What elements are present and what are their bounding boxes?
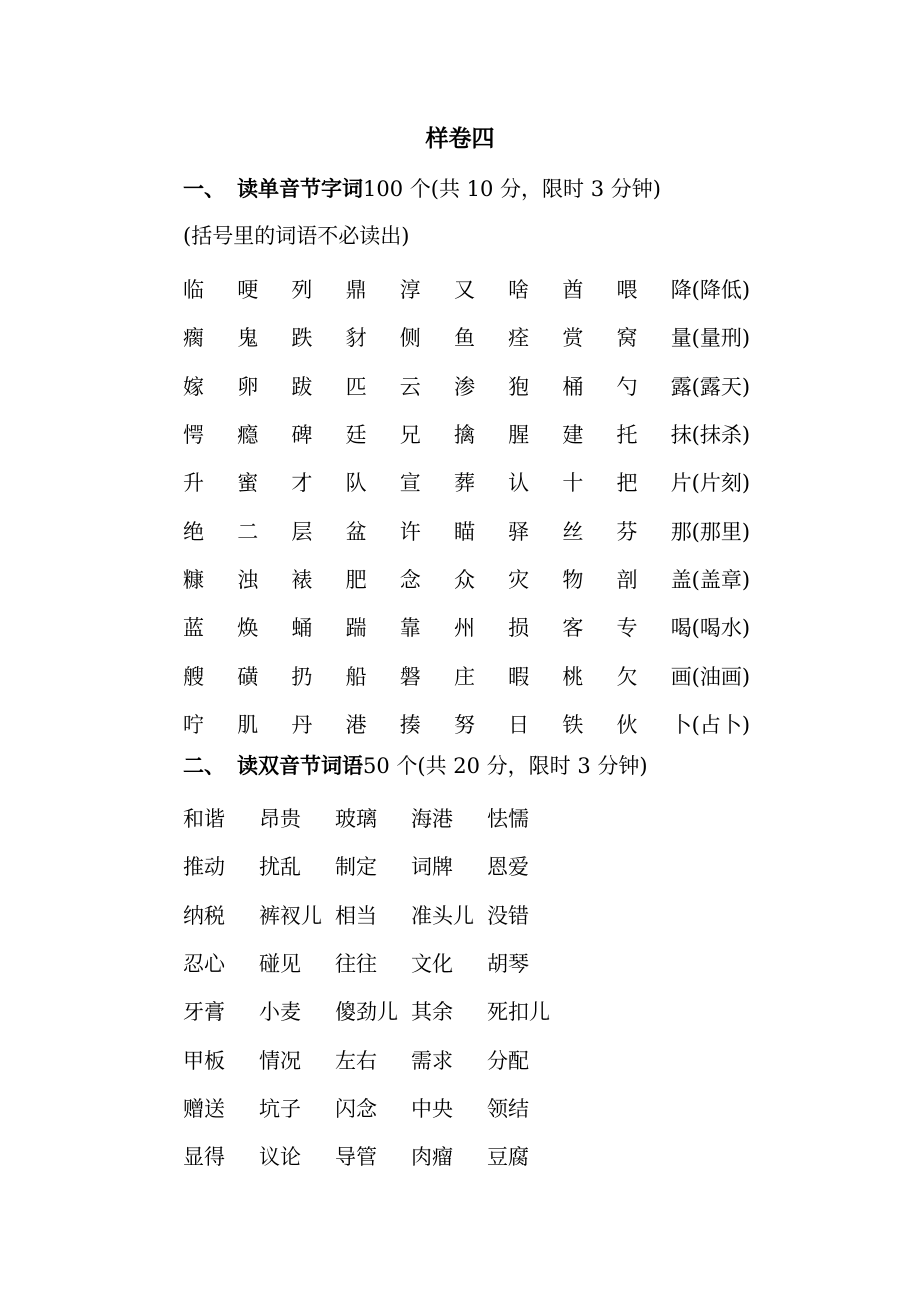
word-item: 绝 [183, 519, 204, 544]
word-item: 跋 [291, 374, 313, 399]
word-item: 肉瘤 [411, 1145, 453, 1170]
word-item: 葬 [453, 471, 475, 496]
word-item: 十 [562, 471, 584, 496]
section2-detail: 50 个(共 20 分，限时 3 分钟) [363, 754, 648, 778]
word-item: 那(那里) [670, 519, 751, 544]
word-item: 降(降低) [670, 278, 751, 303]
word-item: 露(露天) [670, 374, 751, 399]
word-item: 领结 [487, 1096, 529, 1121]
word-item: 物 [562, 567, 584, 592]
word-item: 层 [291, 519, 313, 544]
word-item: 豆腐 [487, 1145, 529, 1170]
word-item: 宣 [399, 471, 421, 496]
word-row [183, 458, 751, 506]
word-item: 建 [562, 423, 584, 448]
word-item: 制定 [335, 855, 377, 880]
word-item: 恩爱 [487, 855, 529, 880]
word-item: 窝 [616, 326, 638, 351]
word-item: 队 [345, 471, 367, 496]
word-row [183, 1035, 563, 1083]
word-item: 磺 [237, 664, 259, 689]
word-item: 左右 [335, 1048, 377, 1073]
word-item: 赠送 [183, 1096, 225, 1121]
word-row [183, 700, 751, 748]
word-item: 议论 [259, 1145, 301, 1170]
word-item: 浊 [237, 567, 259, 592]
word-row [183, 506, 751, 554]
word-row [183, 555, 751, 603]
word-item: 瘾 [237, 423, 259, 448]
word-row [183, 362, 751, 410]
word-item: 念 [399, 567, 421, 592]
word-item: 痊 [508, 326, 530, 351]
word-item: 暇 [508, 664, 530, 689]
word-row [183, 987, 563, 1035]
word-item: 铁 [562, 712, 584, 737]
word-row [183, 651, 751, 699]
word-item: 赏 [562, 326, 584, 351]
word-item: 牙膏 [183, 1000, 225, 1025]
word-item: 甲板 [183, 1048, 225, 1073]
word-item: 量(量刑) [670, 326, 751, 351]
word-item: 傻劲儿 [335, 1000, 398, 1025]
word-item: 渗 [453, 374, 475, 399]
word-item: 瘸 [183, 326, 204, 351]
word-item: 玻璃 [335, 807, 377, 832]
word-item: 碑 [291, 423, 313, 448]
word-item: 肌 [237, 712, 259, 737]
word-item: 兄 [399, 423, 421, 448]
word-item: 把 [616, 471, 638, 496]
single-syllable-grid [183, 265, 751, 748]
word-item: 才 [291, 471, 313, 496]
word-item: 蓝 [183, 616, 204, 641]
section1-number: 一、 [183, 176, 225, 201]
word-item: 踹 [345, 616, 367, 641]
word-item: 驿 [508, 519, 530, 544]
word-item: 死扣儿 [487, 1000, 550, 1025]
word-row [183, 410, 751, 458]
word-item: 卵 [237, 374, 259, 399]
word-item: 准头儿 [411, 903, 474, 928]
word-item: 裱 [291, 567, 313, 592]
word-item: 推动 [183, 855, 225, 880]
word-item: 丝 [562, 519, 584, 544]
word-item: 片(片刻) [670, 471, 751, 496]
word-item: 喂 [616, 278, 638, 303]
word-item: 画(油画) [670, 664, 751, 689]
word-item: 显得 [183, 1145, 225, 1170]
word-item: 怯懦 [487, 807, 529, 832]
word-item: 升 [183, 471, 204, 496]
word-item: 瞄 [453, 519, 475, 544]
word-item: 二 [237, 519, 259, 544]
word-item: 淳 [399, 278, 421, 303]
word-item: 专 [616, 616, 638, 641]
word-item: 日 [508, 712, 530, 737]
word-item: 文化 [411, 952, 453, 977]
word-item: 认 [508, 471, 530, 496]
word-item: 列 [291, 278, 313, 303]
word-item: 庄 [453, 664, 475, 689]
word-item: 擒 [453, 423, 475, 448]
word-item: 酋 [562, 278, 584, 303]
section1-heading-text: 读单音节字词 [237, 176, 363, 201]
word-item: 坑子 [259, 1096, 301, 1121]
word-item: 鼎 [345, 278, 367, 303]
word-item: 临 [183, 278, 204, 303]
word-item: 需求 [411, 1048, 453, 1073]
word-item: 豺 [345, 326, 367, 351]
word-item: 州 [453, 616, 475, 641]
word-item: 鬼 [237, 326, 259, 351]
word-item: 又 [453, 278, 475, 303]
word-row [183, 939, 563, 987]
word-item: 盖(盖章) [670, 567, 751, 592]
word-item: 鱼 [453, 326, 475, 351]
word-row [183, 603, 751, 651]
word-item: 勺 [616, 374, 638, 399]
word-item: 中央 [411, 1096, 453, 1121]
word-item: 许 [399, 519, 421, 544]
word-item: 磐 [399, 664, 421, 689]
word-item: 愕 [183, 423, 204, 448]
word-item: 靠 [399, 616, 421, 641]
word-row [183, 313, 751, 361]
section2-heading-text: 读双音节词语 [237, 753, 363, 778]
word-item: 廷 [345, 423, 367, 448]
word-item: 盆 [345, 519, 367, 544]
word-row [183, 1132, 563, 1180]
word-item: 碰见 [259, 952, 301, 977]
word-item: 小麦 [259, 1000, 301, 1025]
word-item: 灾 [508, 567, 530, 592]
word-item: 扰乱 [259, 855, 301, 880]
word-item: 侧 [399, 326, 421, 351]
word-item: 艘 [183, 664, 204, 689]
word-item: 裤衩儿 [259, 903, 322, 928]
word-item: 胡琴 [487, 952, 529, 977]
word-row [183, 1084, 563, 1132]
double-syllable-grid [183, 794, 563, 1180]
word-item: 港 [345, 712, 367, 737]
word-item: 相当 [335, 903, 377, 928]
word-item: 其余 [411, 1000, 453, 1025]
word-item: 和谐 [183, 807, 225, 832]
word-item: 船 [345, 664, 367, 689]
word-item: 啥 [508, 278, 530, 303]
word-row [183, 265, 751, 313]
word-item: 情况 [259, 1048, 301, 1073]
word-item: 喝(喝水) [670, 616, 751, 641]
word-item: 托 [616, 423, 638, 448]
word-item: 云 [399, 374, 421, 399]
word-row [183, 794, 563, 842]
word-item: 没错 [487, 903, 529, 928]
word-item: 损 [508, 616, 530, 641]
word-item: 客 [562, 616, 584, 641]
word-item: 分配 [487, 1048, 529, 1073]
word-item: 往往 [335, 952, 377, 977]
word-item: 糠 [183, 567, 204, 592]
page-title: 样卷四 [425, 125, 495, 152]
word-row [183, 891, 563, 939]
word-item: 导管 [335, 1145, 377, 1170]
word-item: 匹 [345, 374, 367, 399]
section1-note: (括号里的词语不必读出) [183, 224, 410, 248]
word-item: 揍 [399, 712, 421, 737]
word-item: 众 [453, 567, 475, 592]
word-item: 咛 [183, 712, 204, 737]
word-item: 纳税 [183, 903, 225, 928]
word-item: 扔 [291, 664, 313, 689]
word-item: 欠 [616, 664, 638, 689]
word-item: 丹 [291, 712, 313, 737]
word-item: 昂贵 [259, 807, 301, 832]
word-item: 忍心 [183, 952, 225, 977]
section2-number: 二、 [183, 753, 225, 778]
word-item: 桶 [562, 374, 584, 399]
word-item: 蛹 [291, 616, 313, 641]
word-item: 芬 [616, 519, 638, 544]
section2-heading [183, 750, 648, 780]
word-item: 腥 [508, 423, 530, 448]
word-item: 嫁 [183, 374, 204, 399]
word-item: 抹(抹杀) [670, 423, 751, 448]
word-row [183, 842, 563, 890]
word-item: 剖 [616, 567, 638, 592]
word-item: 哽 [237, 278, 259, 303]
word-item: 肥 [345, 567, 367, 592]
section1-detail: 100 个(共 10 分，限时 3 分钟) [363, 177, 661, 201]
word-item: 海港 [411, 807, 453, 832]
section1-heading [183, 173, 661, 203]
word-item: 狍 [508, 374, 530, 399]
word-item: 桃 [562, 664, 584, 689]
word-item: 焕 [237, 616, 259, 641]
word-item: 卜(占卜) [670, 712, 751, 737]
word-item: 蜜 [237, 471, 259, 496]
word-item: 伙 [616, 712, 638, 737]
word-item: 跌 [291, 326, 313, 351]
word-item: 努 [453, 712, 475, 737]
word-item: 闪念 [335, 1096, 377, 1121]
word-item: 词牌 [411, 855, 453, 880]
